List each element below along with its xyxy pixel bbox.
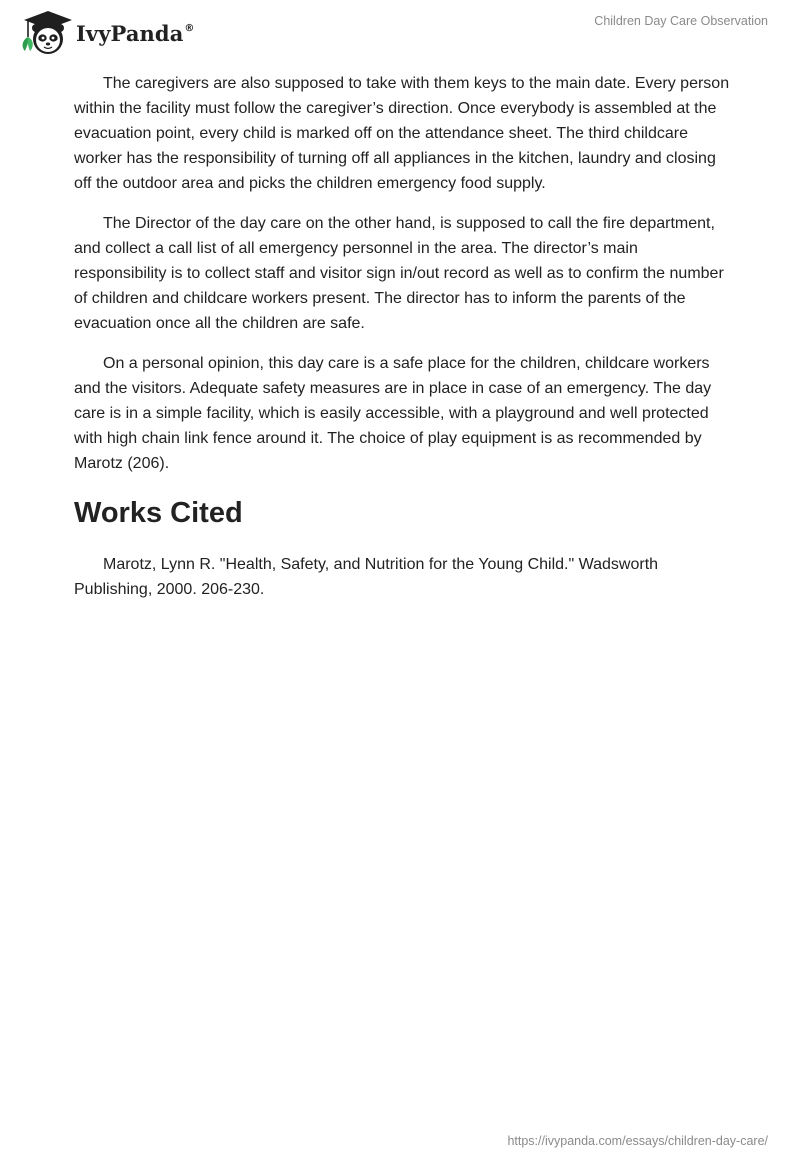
running-title: Children Day Care Observation bbox=[594, 14, 768, 28]
panda-graduate-icon bbox=[16, 8, 74, 56]
body-paragraph-1: The caregivers are also supposed to take with them keys to the main date. Every person within the facility must follow the caregiver’s direction. Once everybody is assembled at the evacuation point, every child is marked off on the attendance sheet. The third childcare worker has the responsibility of turning off all appliances in the kitchen, laundry and closing off the outdoor area and picks the children emergency food supply. bbox=[74, 75, 730, 192]
logo-wordmark: IvyPanda bbox=[76, 20, 184, 46]
body-paragraph-2: The Director of the day care on the other hand, is supposed to call the fire department, and collect a call list of all emergency personnel in the area. The director’s main responsibility is to collect staff and visitor sign in/out record as well as to confirm the number of children and childcare workers present. The director has to inform the parents of the evacuation once all the children are safe. bbox=[74, 215, 724, 332]
works-cited-heading: Works Cited bbox=[74, 497, 243, 529]
logo-text bbox=[76, 21, 195, 46]
citation-entry: Marotz, Lynn R. "Health, Safety, and Nutrition for the Young Child." Wadsworth Publishing, 2000. 206-230. bbox=[74, 556, 659, 598]
registered-mark: ® bbox=[184, 22, 195, 34]
footer-url[interactable]: https://ivypanda.com/essays/children-day-care/ bbox=[507, 1134, 768, 1148]
ivypanda-logo[interactable] bbox=[16, 8, 195, 56]
body-paragraph-3: On a personal opinion, this day care is a safe place for the children, childcare workers and the visitors. Adequate safety measures are in place in case of an emergency. The day care is in a simple facility, which is easily accessible, with a playground and well protected with high chain link fence around it. The choice of play equipment is as recommended by Marotz (206). bbox=[74, 355, 712, 472]
essay-content bbox=[74, 71, 730, 617]
page-header bbox=[0, 0, 800, 60]
